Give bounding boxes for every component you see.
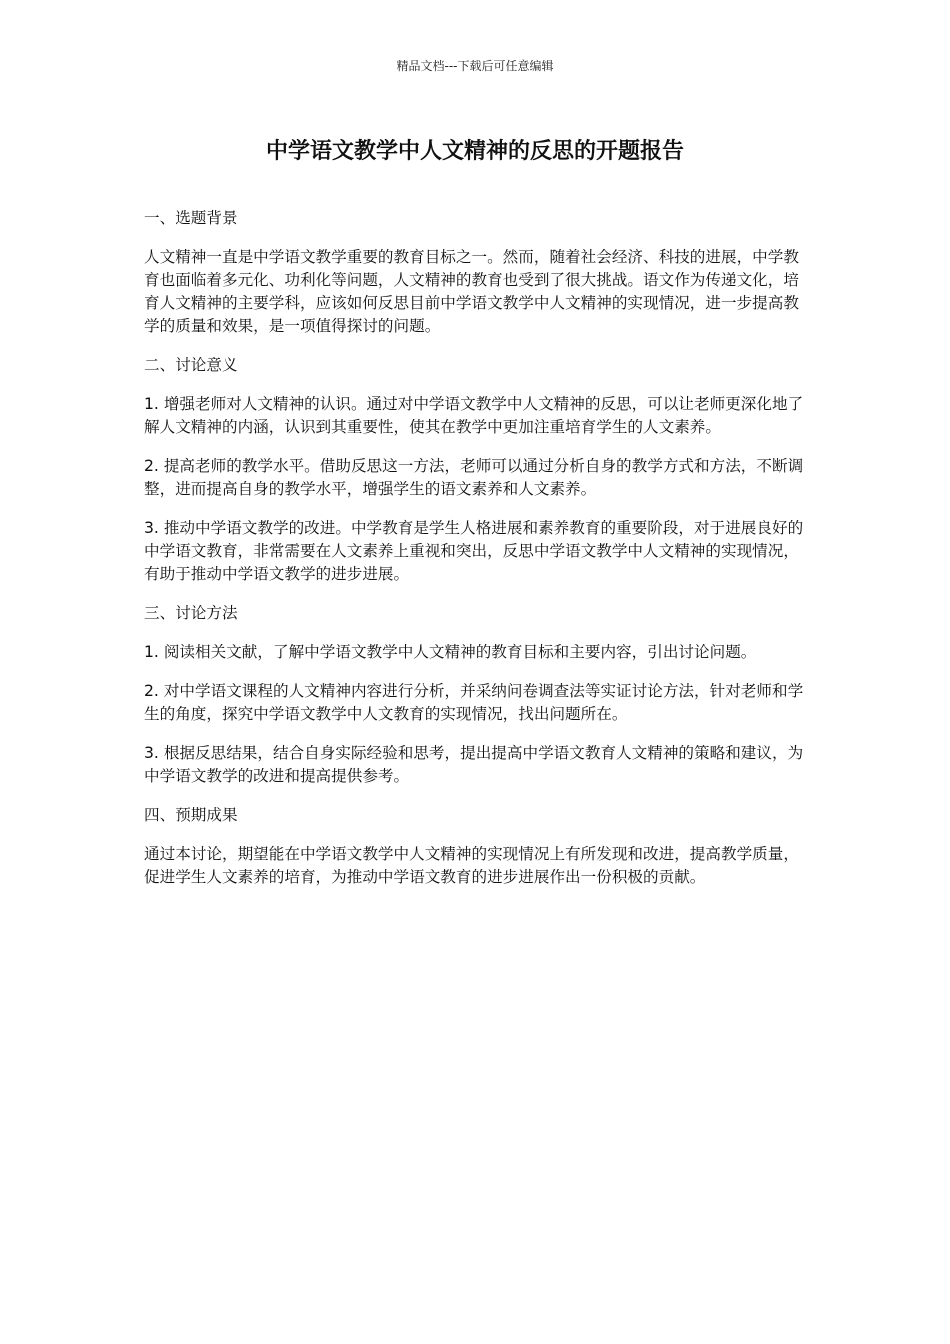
page-header-note: 精品文档---下载后可任意编辑 (396, 59, 554, 73)
document-title: 中学语文教学中人文精神的反思的开题报告 (265, 139, 684, 164)
paragraph: 2. 提高老师的教学水平。借助反思这一方法，老师可以通过分析自身的教学方式和方法，不断调整，进而提高自身的教学水平，增强学生的语文素养和人文素养。 (144, 457, 804, 498)
paragraph: 人文精神一直是中学语文教学重要的教育目标之一。然而，随着社会经济、科技的进展，中学教育也面临着多元化、功利化等问题，人文精神的教育也受到了很大挑战。语文作为传递文化，培育人文精神的主要学科，应该如何反思目前中学语文教学中人文精神的实现情况，进一步提高教学的质量和效果，是一项值得探讨的问题。 (144, 248, 799, 335)
paragraph: 2. 对中学语文课程的人文精神内容进行分析，并采纳问卷调查法等实证讨论方法，针对老师和学生的角度，探究中学语文教学中人文教育的实现情况，找出问题所在。 (144, 682, 804, 723)
paragraph: 通过本讨论，期望能在中学语文教学中人文精神的实现情况上有所发现和改进，提高教学质量，促进学生人文素养的培育，为推动中学语文教育的进步进展作出一份积极的贡献。 (144, 845, 799, 886)
section-heading: 四、预期成果 (144, 806, 238, 824)
paragraph: 3. 根据反思结果，结合自身实际经验和思考，提出提高中学语文教育人文精神的策略和建议，为中学语文教学的改进和提高提供参考。 (144, 744, 804, 785)
section-expected-results (144, 804, 804, 889)
section-heading: 三、讨论方法 (144, 604, 238, 622)
section-methods (144, 602, 804, 788)
document-body (144, 207, 804, 905)
section-background (144, 207, 804, 338)
section-significance (144, 354, 804, 586)
section-heading: 二、讨论意义 (144, 356, 238, 374)
section-heading: 一、选题背景 (144, 209, 238, 227)
paragraph: 3. 推动中学语文教学的改进。中学教育是学生人格进展和素养教育的重要阶段，对于进展良好的中学语文教育，非常需要在人文素养上重视和突出，反思中学语文教学中人文精神的实现情况，有助于推动中学语文教学的进步进展。 (144, 519, 804, 583)
paragraph: 1. 阅读相关文献，了解中学语文教学中人文精神的教育目标和主要内容，引出讨论问题。 (144, 643, 757, 661)
paragraph: 1. 增强老师对人文精神的认识。通过对中学语文教学中人文精神的反思，可以让老师更深化地了解人文精神的内涵，认识到其重要性，使其在教学中更加注重培育学生的人文素养。 (144, 395, 804, 436)
